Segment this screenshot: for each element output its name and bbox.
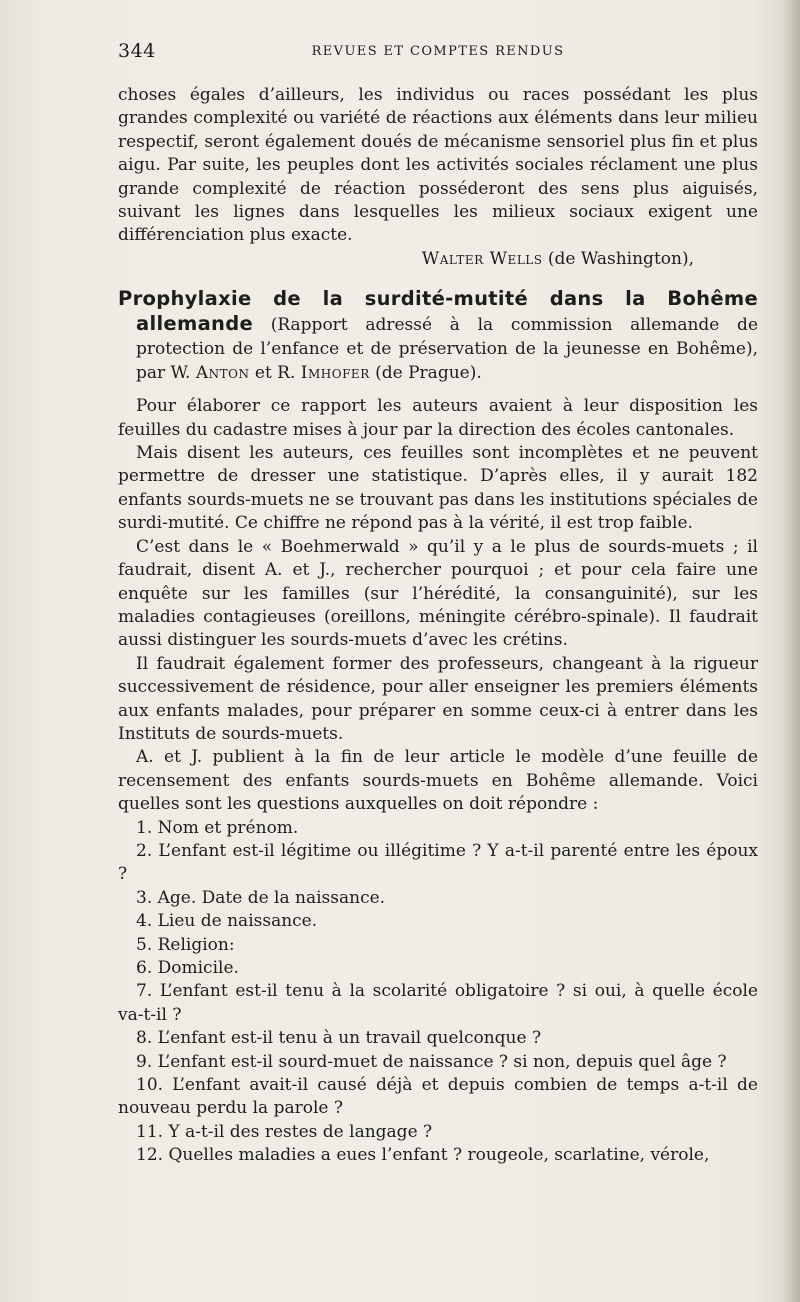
question-item: 5. Religion: <box>136 934 235 955</box>
question-item: 9. L’enfant est-il sourd-muet de naissance ? si non, depuis quel âge ? <box>136 1051 727 1072</box>
paragraph: Mais disent les auteurs, ces feuilles sont incomplètes et ne peuvent permettre de dresser une statistique. D’après elles, il y aurait 182 enfants sourds-muets ne se trouvant pas dans les institutions spéciales de surdi-mutité. Ce chiffre ne répond pas à la vérité, il est trop faible. <box>118 443 758 534</box>
prev-article-signature <box>118 248 694 271</box>
paragraph: C’est dans le « Boehmerwald » qu’il y a le plus de sourds-muets ; il faudrait, disent A. et J., rechercher pourquoi ; et pour cela faire une enquête sur les familles (sur l’hérédité, la consanguinité), sur les maladies contagieuses (oreillons, méningite cérébro-spinale). Il faudrait aussi distinguer les sourds-muets d’avec les crétins. <box>118 536 758 651</box>
signature-author: Walter Wells <box>421 248 543 269</box>
question-item: 1. Nom et prénom. <box>136 817 299 838</box>
article-subtitle: (Rapport adressé à la commission allemande de protection de l’enfance et de préservation de la jeunesse en Bohême), par W. <box>136 315 759 384</box>
question-item: 12. Quelles maladies a eues l’enfant ? rougeole, scarlatine, vérole, <box>136 1145 710 1166</box>
paragraph: A. et J. publient à la fin de leur article le modèle d’une feuille de recensement des enfants sourds-muets en Bohême allemande. Voici quelles sont les questions auxquelles on doit répondre : <box>118 747 758 815</box>
page-edge-shadow <box>782 0 800 1302</box>
page-body <box>118 84 758 1168</box>
author-anton: Anton <box>195 363 250 384</box>
question-item: 2. L’enfant est-il légitime ou illégitime ? Y a-t-il parenté entre les époux ? <box>118 840 758 885</box>
article-heading <box>118 287 758 385</box>
question-item: 11. Y a-t-il des restes de langage ? <box>136 1121 433 1142</box>
prev-article-paragraph: choses égales d’ailleurs, les individus ou races possédant les plus grandes complexité ou variété de réactions aux éléments dans leur milieu respectif, seront également doués de mécanisme sensoriel plus fin et plus aigu. Par suite, les peuples dont les activités sociales réclament une plus grande complexité de réaction posséderont des sens plus aiguisés, suivant les lignes dans lesquelles les milieux sociaux exigent une différenciation plus exacte. <box>118 85 758 246</box>
article-title: Prophylaxie de la surdité-mutité dans la Bohême allemande <box>118 287 758 336</box>
question-item: 8. L’enfant est-il tenu à un travail quelconque ? <box>136 1028 542 1049</box>
question-item: 3. Age. Date de la naissance. <box>136 887 386 908</box>
page-number: 344 <box>118 40 156 62</box>
question-item: 10. L’enfant avait-il causé déjà et depuis combien de temps a-t-il de nouveau perdu la parole ? <box>118 1075 758 1119</box>
paragraph: Il faudrait également former des professeurs, changeant à la rigueur successivement de résidence, pour aller enseigner les premiers éléments aux enfants malades, pour préparer en somme ceux-ci à entrer dans les Instituts de sourds-muets. <box>118 653 758 744</box>
question-item: 7. L’enfant est-il tenu à la scolarité obligatoire ? si oui, à quelle école va-t-il ? <box>118 981 758 1025</box>
question-item: 6. Domicile. <box>136 958 239 978</box>
page-header <box>118 40 758 62</box>
paragraph: Pour élaborer ce rapport les auteurs avaient à leur disposition les feuilles du cadastre mises à jour par la direction des écoles cantonales. <box>118 396 758 440</box>
question-list <box>118 817 758 1168</box>
author-connector: et R. <box>254 363 296 384</box>
signature-place: (de Washington), <box>547 248 694 269</box>
running-head: REVUES ET COMPTES RENDUS <box>311 44 565 59</box>
question-item: 4. Lieu de naissance. <box>136 911 318 932</box>
author-affiliation: (de Prague). <box>375 363 482 384</box>
author-imhofer: Imhofer <box>300 363 370 384</box>
